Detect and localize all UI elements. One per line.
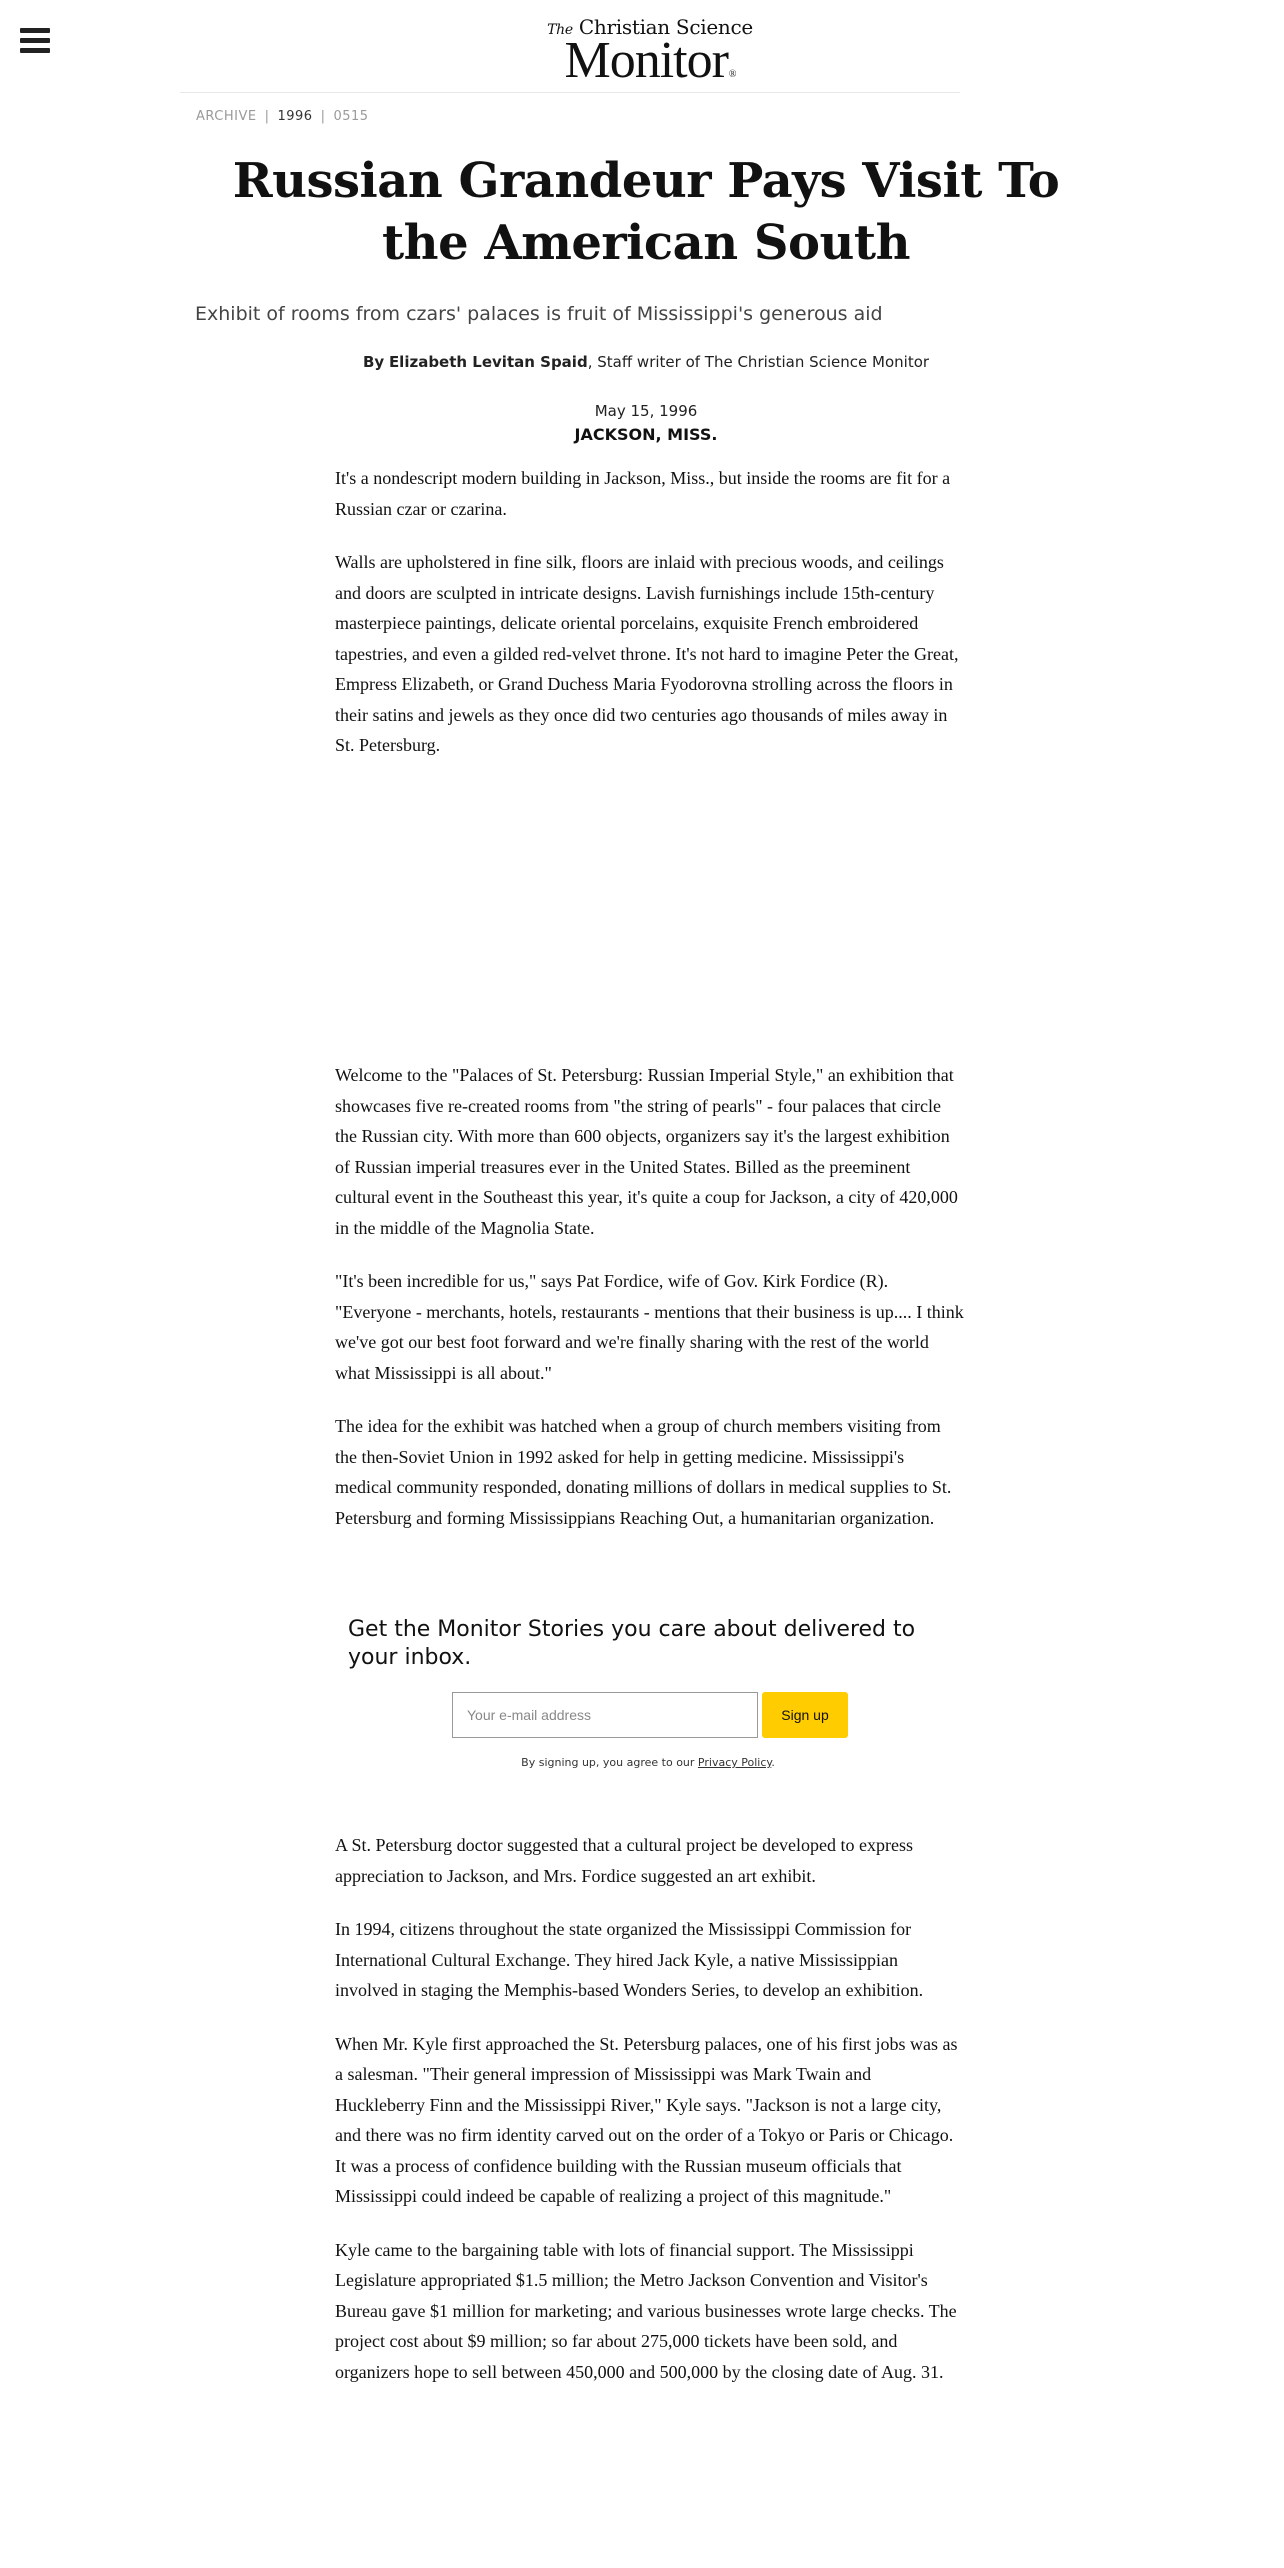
article-deck: Exhibit of rooms from czars' palaces is fruit of Mississippi's generous aid (195, 303, 883, 325)
byline-author[interactable]: Elizabeth Levitan Spaid (388, 353, 588, 371)
article-paragraph: When Mr. Kyle first approached the St. Petersburg palaces, one of his first jobs was as a salesman. "Their general impression of Mississippi was Mark Twain and Huckleberry Finn and the Mississippi River," Kyle says. "Jackson is not a large city, and there was no firm identity carved out on the order of a Tokyo or Paris or Chicago. It was a process of confidence building with the Russian museum officials that Mississippi could indeed be capable of realizing a project of this magnitude." (335, 2033, 958, 2206)
breadcrumb (196, 109, 369, 124)
logo-the: The (547, 22, 573, 38)
article-byline (196, 353, 1096, 371)
article-paragraph: The idea for the exhibit was hatched when a group of church members visiting from the then-Soviet Union in 1992 asked for help in getting medicine. Mississippi's medical community responded, donating millions of dollars in medical supplies to St. Petersburg and forming Mississippians Reaching Out, a humanitarian organization. (335, 1416, 952, 1528)
article-paragraph: In 1994, citizens throughout the state organized the Mississippi Commission for International Cultural Exchange. They hired Jack Kyle, a native Mississippian involved in staging the Memphis-based Wonders Series, to develop an exhibition. (335, 1919, 924, 2000)
article-dateline: JACKSON, MISS. (574, 425, 718, 444)
article-headline: Russian Grandeur Pays Visit To the American South (232, 153, 1060, 271)
newsletter-legal (348, 1756, 948, 1769)
article-date: May 15, 1996 (594, 402, 698, 420)
header-divider (180, 92, 960, 93)
article-paragraph: A St. Petersburg doctor suggested that a cultural project be developed to express appreciation to Jackson, and Mrs. Fordice suggested an art exhibit. (335, 1835, 914, 1886)
logo-main-line (530, 32, 770, 100)
menu-bar (20, 38, 50, 43)
article-paragraph: "It's been incredible for us," says Pat Fordice, wife of Gov. Kirk Fordice (R). "Everyone - merchants, hotels, restaurants - mentions that their business is up.... I think we've got our best foot forward and we're finally sharing with the rest of the world what Mississippi is all about." (335, 1271, 964, 1383)
article-paragraph: It's a nondescript modern building in Jackson, Miss., but inside the rooms are fit for a Russian czar or czarina. (335, 468, 951, 519)
site-logo[interactable] (530, 14, 770, 89)
privacy-policy-link[interactable]: Privacy Policy (697, 1756, 772, 1769)
newsletter-signup (348, 1616, 948, 1769)
breadcrumb-date-code[interactable]: 0515 (333, 109, 369, 124)
article-paragraph: Walls are upholstered in fine silk, floors are inlaid with precious woods, and ceilings and doors are sculpted in intricate designs. Lavish furnishings include 15th-century masterpiece paintings, delicate oriental porcelains, exquisite French embroidered tapestries, and even a gilded red-velvet throne. It's not hard to imagine Peter the Great, Empress Elizabeth, or Grand Duchess Maria Fyodorovna strolling across the floors in their satins and jewels as they once did two centuries ago thousands of miles away in St. Petersburg. (335, 552, 959, 755)
menu-bar (20, 48, 50, 53)
logo-main-text: Monitor (564, 32, 728, 89)
article-body-section-3 (335, 1830, 965, 2410)
logo-top-text: Christian Science (578, 15, 753, 39)
legal-suffix: . (771, 1756, 775, 1769)
breadcrumb-year[interactable]: 1996 (277, 109, 313, 124)
article-paragraph: Kyle came to the bargaining table with lots of financial support. The Mississippi Legislature appropriated $1.5 million; the Metro Jackson Convention and Visitor's Bureau gave $1 million for marketing; and various businesses wrote large checks. The project cost about $9 million; so far about 275,000 tickets have been sold, and organizers hope to sell between 450,000 and 500,000 by the closing date of Aug. 31. (335, 2239, 957, 2382)
breadcrumb-archive[interactable]: ARCHIVE (196, 109, 257, 124)
article-body-section-2 (335, 1060, 965, 1556)
byline-prefix: By (362, 353, 385, 371)
byline-suffix: , Staff writer of The Christian Science Monitor (587, 353, 930, 371)
newsletter-title: Get the Monitor Stories you care about delivered to your inbox. (348, 1617, 916, 1670)
menu-bar (20, 28, 50, 33)
sign-up-button[interactable]: Sign up (762, 1692, 848, 1738)
hamburger-menu-icon[interactable] (20, 28, 50, 54)
breadcrumb-separator: | (264, 109, 270, 124)
breadcrumb-separator: | (320, 109, 326, 124)
legal-prefix: By signing up, you agree to our (521, 1756, 698, 1769)
email-input[interactable] (452, 1692, 758, 1738)
logo-registered-mark: ® (728, 69, 736, 80)
article-body-section-1 (335, 463, 965, 784)
newsletter-form (452, 1692, 902, 1738)
article-paragraph: Welcome to the "Palaces of St. Petersburg: Russian Imperial Style," an exhibition that showcases five re-created rooms from "the string of pearls" - four palaces that circle the Russian city. With more than 600 objects, organizers say it's the largest exhibition of Russian imperial treasures ever in the United States. Billed as the preeminent cultural event in the Southeast this year, it's quite a coup for Jackson, a city of 420,000 in the middle of the Magnolia State. (335, 1065, 958, 1238)
